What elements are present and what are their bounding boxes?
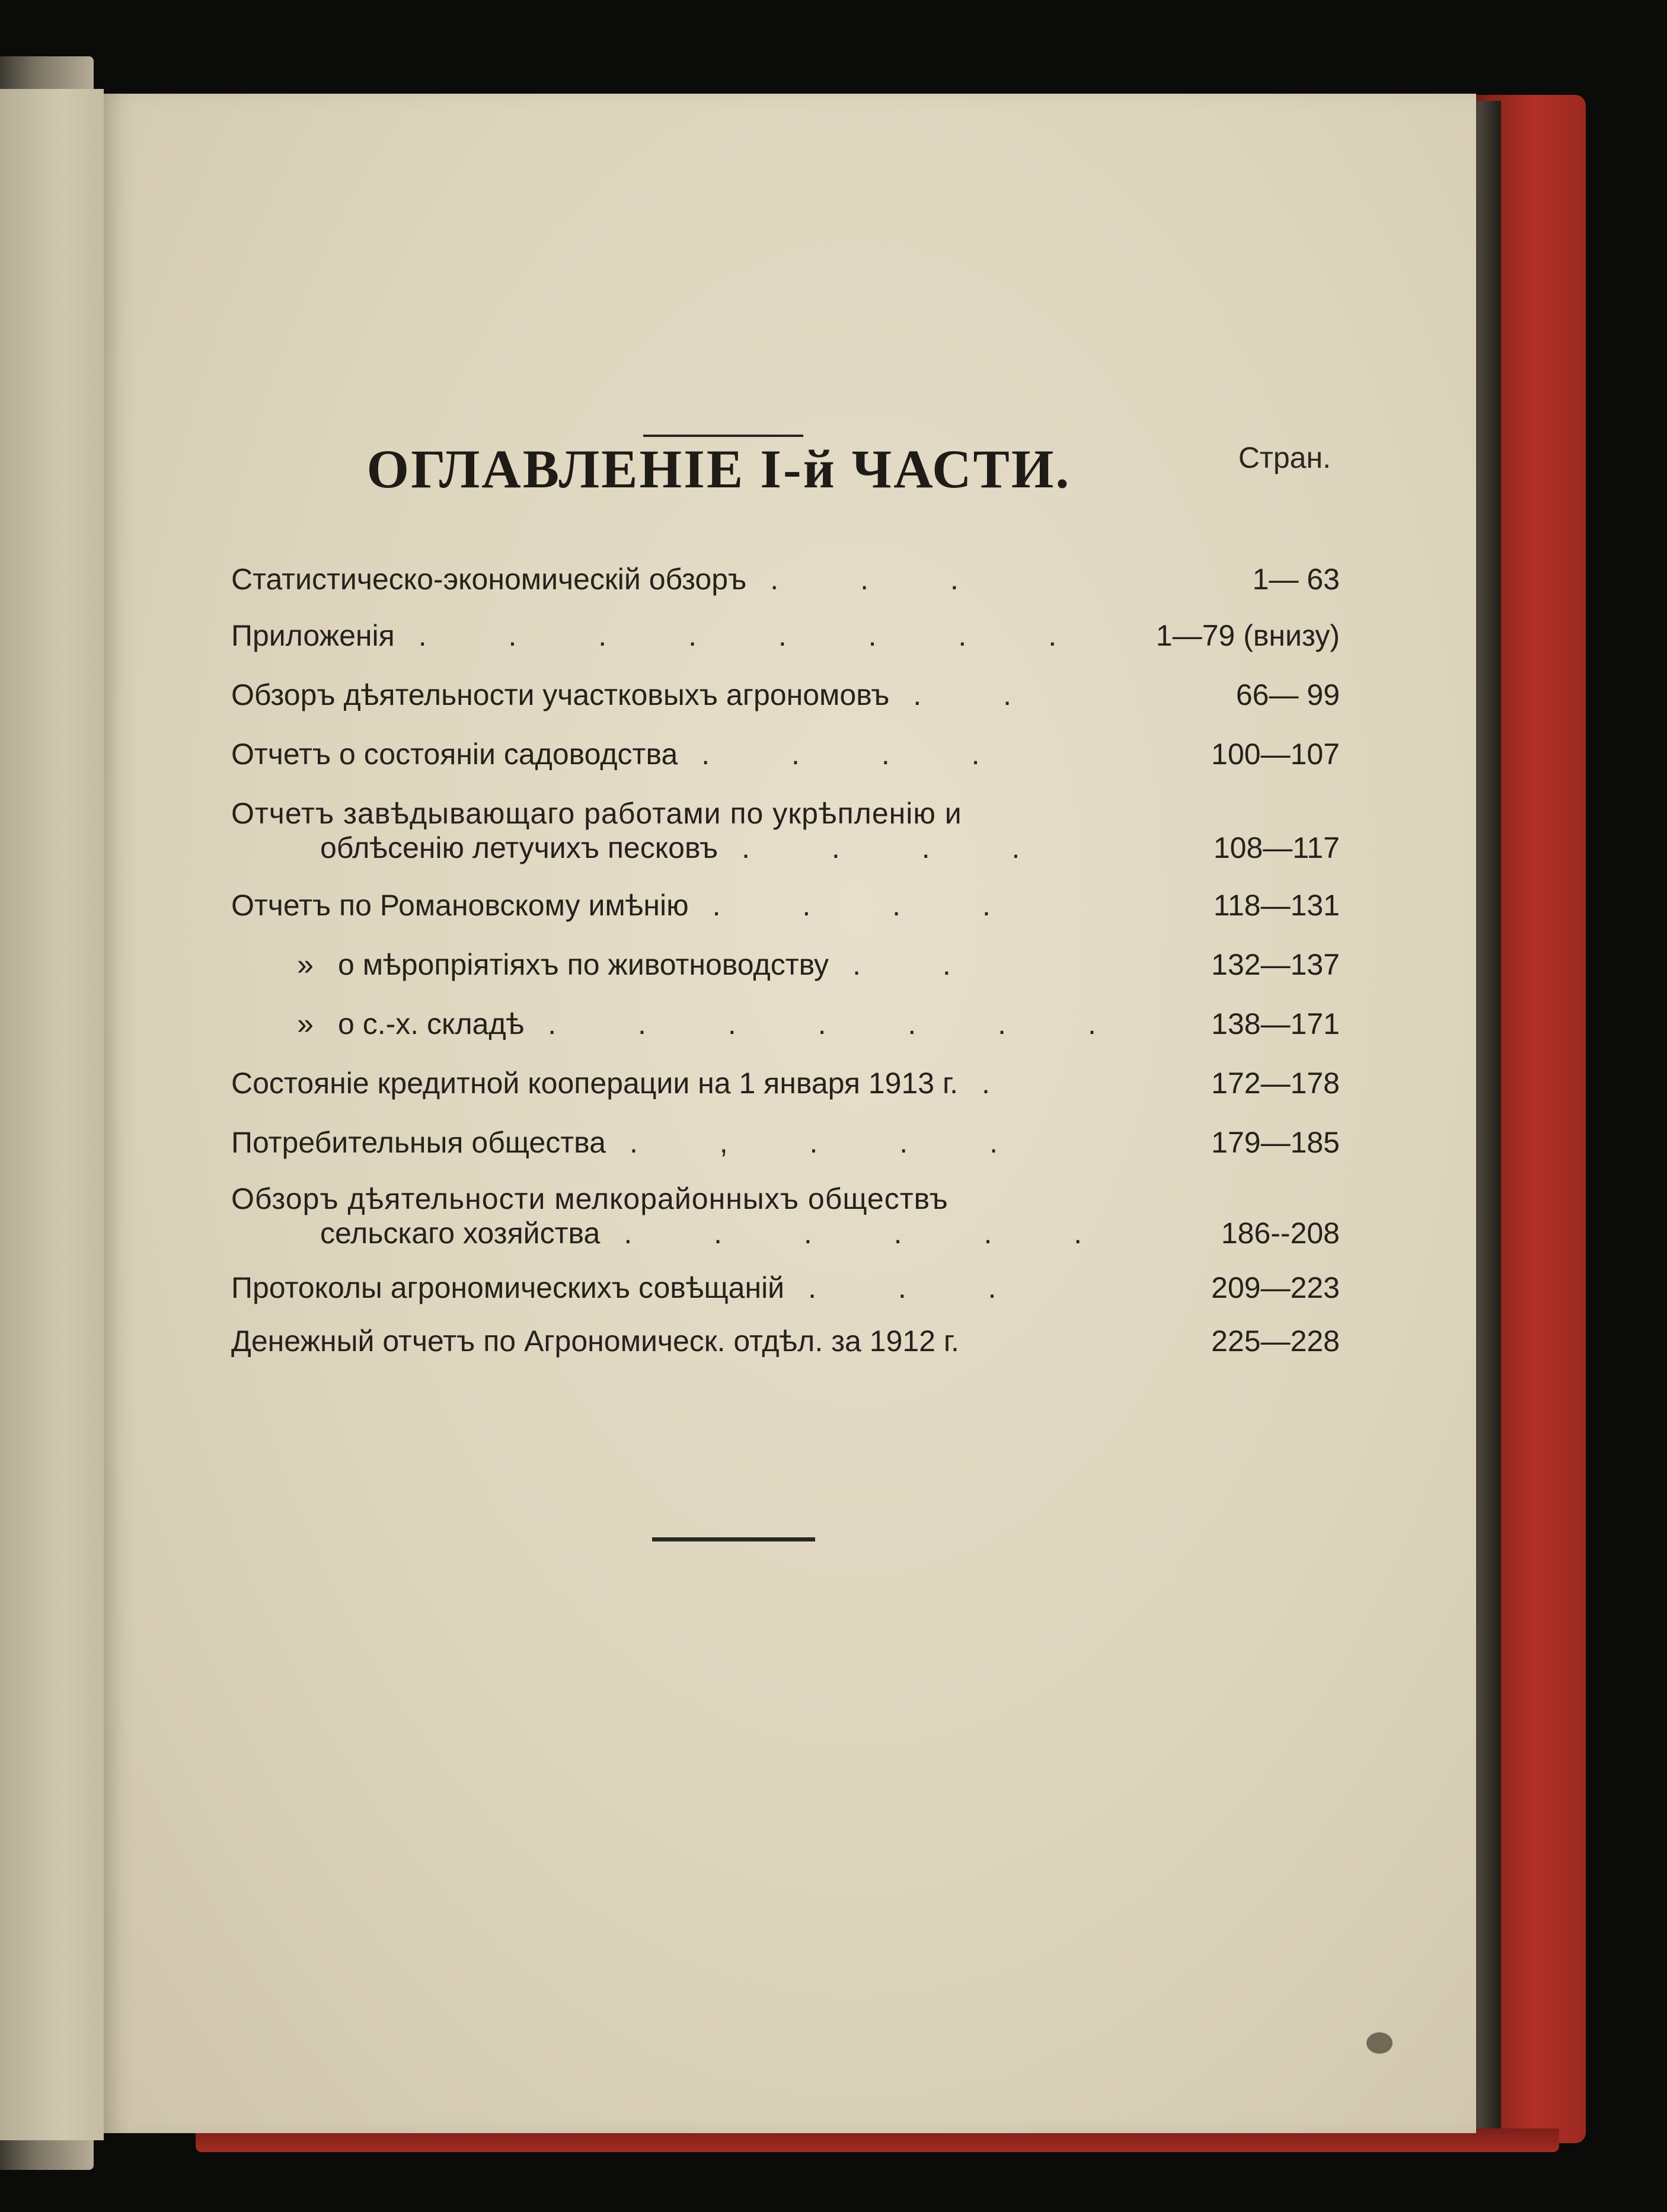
- toc-entry-leader: . . .: [808, 1271, 1033, 1304]
- toc-entry-leader: .: [982, 1067, 1027, 1100]
- toc-entry: [231, 678, 1340, 712]
- left-page: [0, 89, 104, 2140]
- toc-entry-first-line: Обзоръ дѣятельности мелкорайонныхъ обществъ: [231, 1182, 949, 1215]
- toc-entry-pages: 172—178: [1211, 1067, 1340, 1100]
- toc-entry-first-line: Отчетъ завѣдывающаго работами по укрѣпленію и: [231, 797, 962, 830]
- toc-entry-label: Обзоръ дѣятельности участковыхъ агрономовъ: [231, 678, 890, 711]
- toc-entry-label: Протоколы агрономическихъ совѣщаній: [231, 1271, 785, 1304]
- toc-entry: [231, 947, 1340, 982]
- toc-entry: [231, 888, 1340, 923]
- toc-entry-label: Потребительныя общества: [231, 1126, 606, 1159]
- toc-entry-pages: 186--208: [1221, 1217, 1340, 1250]
- toc-entry: [231, 1324, 1340, 1358]
- toc-entry-leader: . . .: [770, 563, 995, 596]
- toc-entry-pages: 100—107: [1211, 738, 1340, 771]
- toc-entry-label: Приложенія: [231, 619, 395, 652]
- pages-column-heading: Стран.: [1238, 441, 1331, 474]
- toc-entry-leader: . .: [913, 678, 1049, 711]
- toc-entry: [231, 1066, 1340, 1100]
- toc-entry-label: Денежный отчетъ по Агрономическ. отдѣл. за 1912 г.: [231, 1324, 959, 1358]
- toc-entry-pages: 179—185: [1211, 1126, 1340, 1159]
- toc-entry-label: Отчетъ о состояніи садоводства: [231, 738, 678, 771]
- toc-entry-leader: . . . .: [701, 738, 1017, 771]
- toc-entry-leader: . , . . .: [629, 1126, 1034, 1159]
- toc-entry-pages: 66— 99: [1235, 678, 1340, 711]
- toc-entry-label: облѣсенію летучихъ песковъ: [320, 831, 718, 864]
- toc-entry: [231, 1125, 1340, 1160]
- toc-entry-label: Статистическо-экономическій обзоръ: [231, 563, 747, 596]
- toc-entry-pages: 132—137: [1211, 948, 1340, 981]
- toc-entry-pages: 209—223: [1211, 1271, 1340, 1304]
- toc-entry-label: о мѣропріятіяхъ по животноводству: [338, 948, 829, 981]
- toc-entry-pages: 1—79 (внизу): [1155, 619, 1340, 652]
- toc-entry-pages: 118—131: [1213, 889, 1340, 922]
- toc-entry-leader: . . . . . . .: [548, 1007, 1133, 1040]
- toc-entry-leader: . . . .: [742, 831, 1057, 864]
- toc-entry: [231, 618, 1340, 653]
- toc-entry-pages: 138—171: [1211, 1007, 1340, 1040]
- toc-entry-label: сельскаго хозяйства: [320, 1217, 601, 1250]
- toc-entry: [231, 796, 1340, 865]
- ditto-mark: »: [297, 948, 314, 981]
- title-rule: [643, 435, 803, 437]
- toc-entry-label: Отчетъ по Романовскому имѣнію: [231, 889, 689, 922]
- toc-entry-leader: . .: [852, 948, 988, 981]
- toc-entry-label: о с.-х. складѣ: [338, 1007, 525, 1040]
- toc-entry-leader: . . . .: [712, 889, 1027, 922]
- paper-stain: [1366, 2032, 1393, 2054]
- toc-entry: [231, 1007, 1340, 1041]
- toc-entry: [231, 1182, 1340, 1250]
- toc-entry-label: Состояніе кредитной кооперации на 1 января 1913 г.: [231, 1067, 959, 1100]
- book-page: [104, 94, 1476, 2133]
- toc-entry-leader: . . . . . .: [624, 1217, 1119, 1250]
- page-title: ОГЛАВЛЕНІЕ І-й ЧАСТИ.: [366, 439, 1071, 499]
- closing-rule: [652, 1537, 815, 1541]
- toc-entry: [231, 737, 1340, 771]
- toc-entry: [231, 562, 1340, 596]
- toc-entry: [231, 1271, 1340, 1305]
- toc-entry-pages: 108—117: [1213, 831, 1340, 864]
- toc-entry-leader: . . . . . . . .: [418, 619, 1094, 652]
- toc-entry-pages: 1— 63: [1252, 563, 1340, 596]
- ditto-mark: »: [297, 1007, 314, 1040]
- toc-entry-pages: 225—228: [1211, 1324, 1340, 1358]
